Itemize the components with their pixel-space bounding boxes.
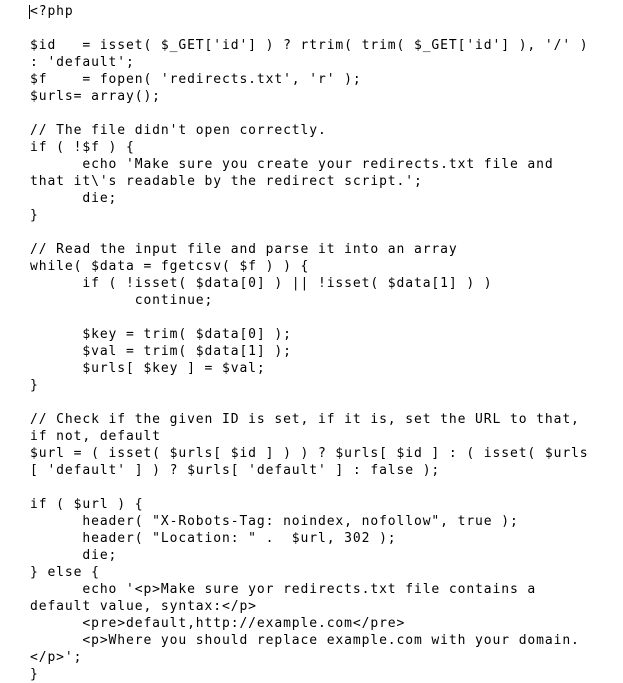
code-line: <pre>default,http://example.com</pre> (30, 616, 406, 631)
code-line (30, 309, 620, 326)
code-line: $urls[ $key ] = $val; (30, 361, 266, 376)
code-line: if ( !isset( $data[0] ) || !isset( $data[1] ) ) (30, 276, 493, 291)
code-line: $urls= array(); (30, 89, 161, 104)
code-line (30, 224, 620, 241)
code-line: echo '<p>Make sure yor redirects.txt file contains a (30, 582, 537, 597)
code-line: $val = trim( $data[1] ); (30, 344, 292, 359)
code-line: header( "Location: " . $url, 302 ); (30, 531, 397, 546)
code-line: that it\'s readable by the redirect script.'; (30, 174, 423, 189)
code-line (30, 394, 620, 411)
code-line: $id = isset( $_GET['id'] ) ? rtrim( trim( $_GET['id'] ), '/' ) (30, 38, 589, 53)
code-line: $key = trim( $data[0] ); (30, 327, 292, 342)
code-line: while( $data = fgetcsv( $f ) ) { (30, 259, 310, 274)
code-line: [ 'default' ] ) ? $urls[ 'default' ] : false ); (30, 463, 441, 478)
code-line: die; (30, 191, 118, 206)
code-line: } (30, 667, 39, 682)
code-line: $f = fopen( 'redirects.txt', 'r' ); (30, 72, 362, 87)
code-line: <p>Where you should replace example.com with your domain. (30, 633, 580, 648)
code-line: // Read the input file and parse it into an array (30, 242, 458, 257)
code-line (30, 20, 620, 37)
code-line: if not, default (30, 429, 161, 444)
code-editor[interactable] (30, 3, 620, 683)
code-line: $url = ( isset( $urls[ $id ] ) ) ? $urls[ $id ] : ( isset( $urls (30, 446, 589, 461)
code-line: : 'default'; (30, 55, 135, 70)
code-line: // The file didn't open correctly. (30, 123, 327, 138)
code-line (30, 105, 620, 122)
code-line: die; (30, 548, 118, 563)
code-line: if ( $url ) { (30, 497, 144, 512)
code-line (30, 479, 620, 496)
code-line: // Check if the given ID is set, if it is, set the URL to that, (30, 412, 580, 427)
code-line: echo 'Make sure you create your redirects.txt file and (30, 157, 554, 172)
code-line: <?php (30, 4, 74, 19)
code-line: } else { (30, 565, 100, 580)
code-line: header( "X-Robots-Tag: noindex, nofollow", true ); (30, 514, 519, 529)
code-line: </p>'; (30, 650, 83, 665)
code-line: continue; (30, 293, 214, 308)
code-line: if ( !$f ) { (30, 140, 135, 155)
code-line: default value, syntax:</p> (30, 599, 257, 614)
code-line: } (30, 378, 39, 393)
code-line: } (30, 208, 39, 223)
